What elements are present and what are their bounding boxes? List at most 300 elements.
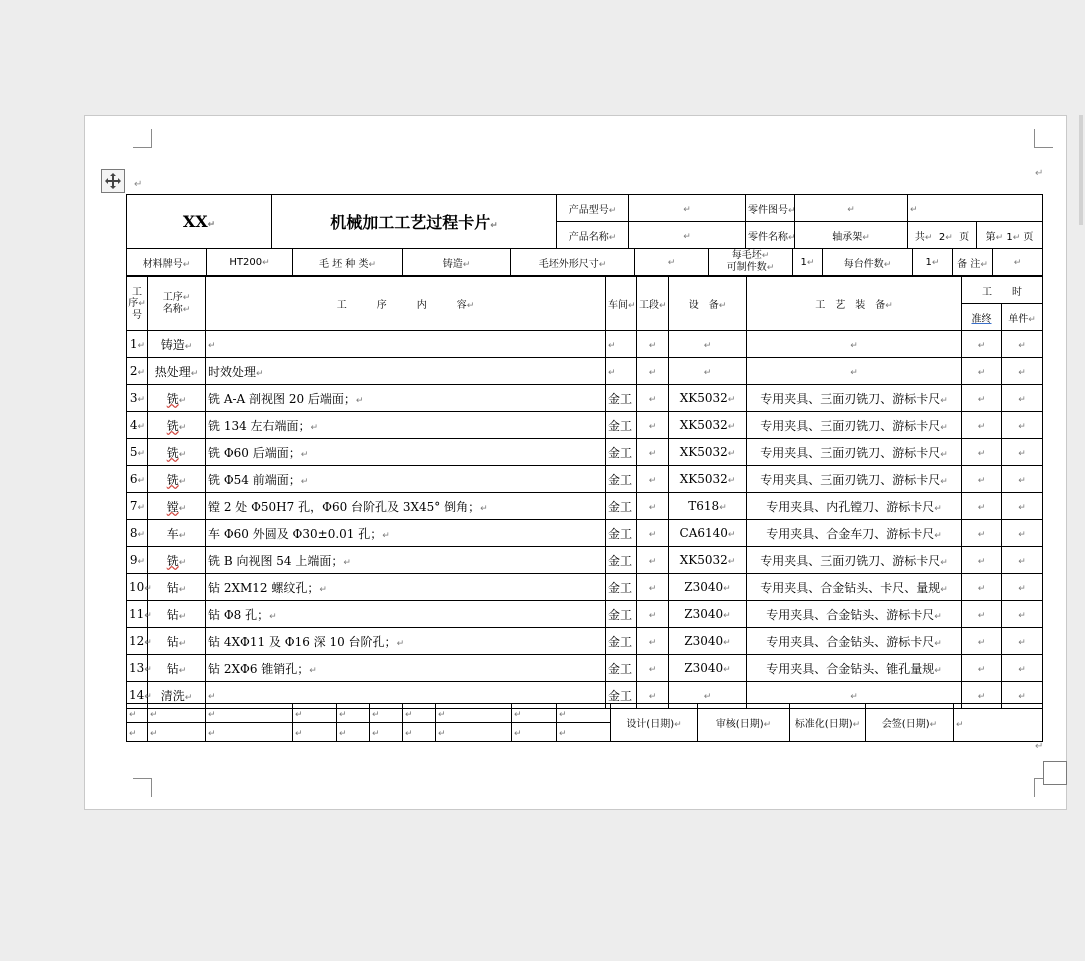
op-number[interactable]	[127, 493, 148, 520]
op-tooling[interactable]	[747, 439, 962, 466]
part-drawing-no-value[interactable]: ↵	[795, 195, 908, 222]
paragraph-mark: ↵	[977, 503, 986, 513]
per-unit-label: 每台件数↵	[823, 249, 913, 276]
op-workshop[interactable]	[606, 439, 637, 466]
paragraph-mark: ↵	[648, 638, 657, 648]
paragraph-mark: ↵	[1018, 503, 1026, 513]
paragraph-mark: ↵	[382, 530, 390, 541]
blank-type-value[interactable]: 铸造↵	[403, 249, 511, 276]
table-row	[127, 466, 1043, 493]
signoff-cell[interactable]: ↵	[127, 704, 148, 723]
op-name[interactable]	[148, 385, 206, 412]
op-name[interactable]	[148, 628, 206, 655]
signoff-cell[interactable]: ↵	[148, 723, 206, 742]
op-equipment-text: Z3040	[684, 661, 724, 675]
op-section[interactable]	[637, 439, 669, 466]
op-tooling-text: 专用夹具、三面刃铣刀、游标卡尺	[760, 418, 941, 433]
product-model-value[interactable]: ↵	[629, 195, 746, 222]
op-content-text: 铣 Φ60 后端面；	[208, 445, 301, 460]
op-equipment[interactable]	[669, 520, 747, 547]
paragraph-mark: ↵	[137, 395, 145, 405]
op-workshop-text: 金工	[608, 445, 633, 460]
paragraph-mark: ↵	[1018, 611, 1026, 621]
design-date-label: 设计(日期)↵	[611, 704, 698, 742]
op-content[interactable]	[206, 574, 606, 601]
paragraph-mark: ↵	[727, 557, 736, 567]
op-prep-time[interactable]	[962, 331, 1002, 358]
op-section[interactable]	[637, 331, 669, 358]
paragraph-mark: ↵	[850, 692, 858, 702]
op-content[interactable]	[206, 331, 606, 358]
paragraph-mark: ↵	[648, 584, 657, 594]
table-row	[127, 439, 1043, 466]
op-number-text: 13	[129, 661, 145, 675]
op-number-text: 9	[129, 553, 138, 567]
op-number[interactable]	[127, 385, 148, 412]
op-name[interactable]	[148, 466, 206, 493]
paragraph-mark: ↵	[256, 368, 264, 379]
op-unit-time[interactable]	[1002, 385, 1043, 412]
op-name[interactable]	[148, 655, 206, 682]
paragraph-mark: ↵	[934, 638, 942, 649]
table-row	[127, 412, 1043, 439]
paragraph-mark: ↵	[648, 503, 657, 513]
op-name-text: 清洗	[160, 688, 185, 703]
op-content[interactable]	[206, 601, 606, 628]
paragraph-mark: ↵	[300, 476, 309, 487]
op-equipment[interactable]	[669, 493, 747, 520]
op-unit-time[interactable]	[1002, 439, 1043, 466]
op-equipment-text: CA6140	[679, 526, 728, 540]
paragraph-mark: ↵	[300, 449, 309, 460]
op-name[interactable]	[148, 547, 206, 574]
paragraph-mark: ↵	[269, 611, 277, 622]
signoff-cell[interactable]: ↵	[403, 723, 436, 742]
paragraph-mark: ↵	[940, 476, 948, 487]
paragraph-mark: ↵	[1018, 557, 1026, 567]
paragraph-mark: ↵	[608, 368, 616, 378]
op-equipment-text: Z3040	[684, 607, 724, 621]
paragraph-mark: ↵	[137, 422, 145, 432]
paragraph-mark: ↵	[178, 503, 187, 514]
op-tooling[interactable]	[747, 547, 962, 574]
op-workshop[interactable]	[606, 412, 637, 439]
op-workshop[interactable]	[606, 331, 637, 358]
paragraph-mark: ↵	[703, 341, 712, 351]
op-number[interactable]	[127, 655, 152, 682]
paragraph-mark: ↵	[178, 611, 187, 622]
op-workshop-text: 金工	[608, 418, 633, 433]
op-tooling-text: 专用夹具、合金钻头、卡尺、量规	[760, 580, 941, 595]
op-prep-time[interactable]	[962, 412, 1002, 439]
op-content-text: 铣 B 向视图 54 上端面；	[208, 553, 344, 568]
op-name-text: 铣	[166, 391, 179, 406]
op-number-text: 5	[129, 445, 138, 459]
paragraph-mark: ↵	[1018, 422, 1026, 432]
material-grade-label: 材料牌号↵	[127, 249, 207, 276]
op-equipment[interactable]	[669, 655, 747, 682]
paragraph-mark: ↵	[850, 341, 858, 351]
table-row	[127, 493, 1043, 520]
op-content-text: 钻 4XΦ11 及 Φ16 深 10 台阶孔；	[208, 634, 397, 649]
op-content[interactable]	[206, 493, 606, 520]
op-equipment[interactable]	[669, 601, 747, 628]
op-content[interactable]	[206, 655, 606, 682]
op-name[interactable]	[148, 358, 206, 385]
part-drawing-no-extra[interactable]: ↵	[908, 195, 1043, 222]
op-name-text: 钻	[166, 661, 179, 676]
op-number[interactable]	[127, 331, 148, 358]
op-tooling[interactable]	[747, 358, 962, 385]
paragraph-mark: ↵	[178, 449, 187, 460]
op-number-text: 12	[129, 634, 145, 648]
op-prep-time[interactable]	[962, 358, 1002, 385]
paragraph-mark: ↵	[178, 584, 187, 595]
op-number[interactable]	[127, 574, 152, 601]
op-name[interactable]	[148, 439, 206, 466]
paragraph-mark: ↵	[319, 584, 327, 595]
op-prep-time[interactable]	[962, 493, 1002, 520]
op-tooling[interactable]	[747, 520, 962, 547]
op-equipment[interactable]	[669, 466, 747, 493]
crop-mark-top-right	[1034, 129, 1053, 148]
op-number-text: 1	[129, 337, 138, 351]
signoff-cell[interactable]: ↵	[512, 723, 557, 742]
material-grade-value[interactable]: HT200↵	[207, 249, 293, 276]
op-name[interactable]	[148, 412, 206, 439]
signoff-cell[interactable]: ↵	[436, 704, 512, 723]
signoff-cell[interactable]: ↵	[293, 723, 337, 742]
paragraph-mark: ↵	[977, 665, 986, 675]
op-section[interactable]	[637, 628, 669, 655]
op-section[interactable]	[637, 574, 669, 601]
op-prep-time[interactable]	[962, 628, 1002, 655]
product-name-value[interactable]: ↵	[629, 222, 746, 249]
op-workshop-text: 金工	[608, 580, 633, 595]
op-workshop-text: 金工	[608, 661, 633, 676]
col-prep-header: 准终	[962, 304, 1002, 331]
op-section[interactable]	[637, 385, 669, 412]
op-workshop-text: 金工	[608, 553, 633, 568]
paragraph-mark: ↵	[727, 395, 736, 405]
op-tooling[interactable]	[747, 466, 962, 493]
op-section[interactable]	[637, 655, 669, 682]
op-unit-time[interactable]	[1002, 655, 1043, 682]
op-tooling[interactable]	[747, 574, 962, 601]
paragraph-mark: ↵	[977, 476, 986, 486]
paragraph-mark: ↵	[178, 638, 187, 649]
countersign-date-label: 会签(日期)↵	[866, 704, 954, 742]
op-number[interactable]	[127, 601, 152, 628]
op-workshop[interactable]	[606, 466, 637, 493]
signoff-cell[interactable]: ↵	[512, 704, 557, 723]
op-prep-time[interactable]	[962, 439, 1002, 466]
paragraph-mark: ↵	[1018, 476, 1026, 486]
op-number-text: 11	[129, 607, 145, 621]
op-number[interactable]	[127, 628, 152, 655]
op-unit-time[interactable]	[1002, 493, 1043, 520]
signoff-cell[interactable]: ↵	[557, 704, 611, 723]
op-prep-time[interactable]	[962, 466, 1002, 493]
op-unit-time[interactable]	[1002, 466, 1043, 493]
op-unit-time[interactable]	[1002, 331, 1043, 358]
op-number[interactable]	[127, 412, 148, 439]
op-section[interactable]	[637, 412, 669, 439]
op-prep-time[interactable]	[962, 655, 1002, 682]
signoff-cell[interactable]: ↵	[206, 723, 293, 742]
op-number[interactable]	[127, 439, 148, 466]
op-equipment[interactable]	[669, 358, 747, 385]
op-workshop-text: 金工	[608, 634, 633, 649]
op-tooling-text: 专用夹具、合金钻头、游标卡尺	[766, 634, 935, 649]
paragraph-mark: ↵	[703, 692, 712, 702]
op-workshop-text: 金工	[608, 391, 633, 406]
op-workshop[interactable]	[606, 520, 637, 547]
op-equipment[interactable]	[669, 331, 747, 358]
paragraph-mark: ↵	[1018, 395, 1026, 405]
op-section[interactable]	[637, 520, 669, 547]
op-name-text: 热处理	[154, 364, 191, 379]
op-equipment-text: XK5032	[679, 418, 728, 432]
op-content[interactable]	[206, 439, 606, 466]
scrollbar-thumb[interactable]	[1079, 115, 1083, 225]
paragraph-mark: ↵	[940, 584, 948, 595]
paragraph-mark: ↵	[940, 395, 948, 406]
signoff-cell[interactable]: ↵	[206, 704, 293, 723]
op-content[interactable]	[206, 466, 606, 493]
paragraph-mark: ↵	[648, 368, 657, 378]
paragraph-mark: ↵	[850, 368, 858, 378]
blank-size-label: 毛坯外形尺寸↵	[511, 249, 635, 276]
table-row	[127, 574, 1043, 601]
note-label: 备 注↵	[953, 249, 993, 276]
paragraph-mark: ↵	[1035, 741, 1044, 752]
op-content[interactable]	[206, 358, 606, 385]
op-equipment[interactable]	[669, 628, 747, 655]
op-number-text: 8	[129, 526, 138, 540]
op-content[interactable]	[206, 412, 606, 439]
op-tooling-text: 专用夹具、合金钻头、游标卡尺	[766, 607, 935, 622]
op-unit-time[interactable]	[1002, 358, 1043, 385]
op-tooling-text: 专用夹具、三面刃铣刀、游标卡尺	[760, 553, 941, 568]
op-tooling[interactable]	[747, 385, 962, 412]
move-arrows-icon[interactable]	[101, 169, 125, 193]
paragraph-mark: ↵	[1018, 530, 1026, 540]
part-name-value[interactable]: 轴承架↵	[795, 222, 908, 249]
paragraph-mark: ↵	[144, 638, 152, 648]
signoff-cell[interactable]: ↵	[293, 704, 337, 723]
per-blank-value[interactable]: 1↵	[793, 249, 823, 276]
op-equipment-text: Z3040	[684, 580, 724, 594]
op-number[interactable]	[127, 520, 148, 547]
op-workshop[interactable]	[606, 493, 637, 520]
crop-mark-bottom-left	[133, 778, 152, 797]
op-workshop[interactable]	[606, 574, 637, 601]
op-equipment[interactable]	[669, 547, 747, 574]
paragraph-mark: ↵	[608, 341, 616, 351]
paragraph-mark: ↵	[940, 557, 948, 568]
product-name-label: 产品名称↵	[557, 222, 629, 249]
paragraph-mark: ↵	[137, 530, 145, 540]
op-workshop[interactable]	[606, 358, 637, 385]
op-name-text: 钻	[166, 580, 179, 595]
op-tooling[interactable]	[747, 493, 962, 520]
op-equipment[interactable]	[669, 385, 747, 412]
col-workshop-header: 车间↵	[606, 277, 637, 331]
op-prep-time[interactable]	[962, 574, 1002, 601]
signoff-cell[interactable]: ↵	[148, 704, 206, 723]
per-unit-value[interactable]: 1↵	[913, 249, 953, 276]
signoff-cell[interactable]: ↵	[127, 723, 148, 742]
paragraph-mark: ↵	[137, 557, 145, 567]
paragraph-mark: ↵	[648, 557, 657, 567]
col-unit-header: 单件↵	[1002, 304, 1043, 331]
signoff-cell[interactable]: ↵	[370, 704, 403, 723]
signoff-cell[interactable]: ↵	[557, 723, 611, 742]
op-workshop[interactable]	[606, 385, 637, 412]
paragraph-mark: ↵	[719, 503, 727, 513]
op-prep-time[interactable]	[962, 520, 1002, 547]
paragraph-mark: ↵	[144, 611, 152, 621]
op-section[interactable]	[637, 358, 669, 385]
paragraph-mark: ↵	[648, 341, 657, 351]
op-tooling[interactable]	[747, 412, 962, 439]
signoff-cell[interactable]: ↵	[954, 704, 1043, 742]
op-tooling-text: 专用夹具、三面刃铣刀、游标卡尺	[760, 472, 941, 487]
op-workshop-text: 金工	[608, 472, 633, 487]
signoff-cell[interactable]: ↵	[436, 723, 512, 742]
op-content[interactable]	[206, 628, 606, 655]
op-number[interactable]	[127, 547, 148, 574]
op-equipment[interactable]	[669, 412, 747, 439]
note-value[interactable]: ↵	[993, 249, 1043, 276]
paragraph-mark: ↵	[190, 368, 199, 379]
op-content-text: 时效处理	[208, 364, 257, 379]
signoff-cell[interactable]: ↵	[403, 704, 436, 723]
col-tooling-header: 工 艺 装 备↵	[747, 277, 962, 331]
op-prep-time[interactable]	[962, 601, 1002, 628]
op-name[interactable]	[148, 574, 206, 601]
op-content[interactable]	[206, 385, 606, 412]
paragraph-mark: ↵	[703, 368, 712, 378]
op-workshop[interactable]	[606, 628, 637, 655]
paragraph-mark: ↵	[727, 449, 736, 459]
paragraph-mark: ↵	[977, 557, 986, 567]
paragraph-mark: ↵	[723, 638, 731, 648]
op-name[interactable]	[148, 601, 206, 628]
col-seq-header: 工 序↵ 号	[127, 277, 148, 331]
op-tooling-text: 专用夹具、三面刃铣刀、游标卡尺	[760, 391, 941, 406]
col-equipment-header: 设 备↵	[669, 277, 747, 331]
paragraph-mark: ↵	[648, 611, 657, 621]
op-number[interactable]	[127, 466, 148, 493]
paragraph-mark: ↵	[137, 476, 145, 486]
op-content[interactable]	[206, 520, 606, 547]
paragraph-mark: ↵	[648, 692, 657, 702]
op-section[interactable]	[637, 547, 669, 574]
op-unit-time[interactable]	[1002, 547, 1043, 574]
op-unit-time[interactable]	[1002, 628, 1043, 655]
op-content[interactable]	[206, 547, 606, 574]
resize-square-icon[interactable]	[1043, 761, 1067, 785]
paragraph-mark: ↵	[648, 530, 657, 540]
op-tooling[interactable]	[747, 331, 962, 358]
blank-type-label: 毛 坯 种 类↵	[293, 249, 403, 276]
table-row	[127, 331, 1043, 358]
paragraph-mark: ↵	[184, 692, 193, 703]
blank-size-value[interactable]: ↵	[635, 249, 709, 276]
op-equipment[interactable]	[669, 574, 747, 601]
col-content-header: 工 序 内 容↵	[206, 277, 606, 331]
paragraph-mark: ↵	[343, 557, 351, 568]
op-tooling-text: 专用夹具、合金车刀、游标卡尺	[766, 526, 935, 541]
paragraph-mark: ↵	[934, 665, 942, 676]
op-name[interactable]	[148, 493, 206, 520]
op-section[interactable]	[637, 601, 669, 628]
op-workshop-text: 金工	[608, 526, 633, 541]
op-workshop-text: 金工	[608, 688, 633, 703]
op-section[interactable]	[637, 493, 669, 520]
op-number-text: 10	[129, 580, 145, 594]
op-unit-time[interactable]	[1002, 520, 1043, 547]
paragraph-mark: ↵	[934, 503, 942, 514]
op-content-text: 钻 2XM12 螺纹孔；	[208, 580, 320, 595]
paragraph-mark: ↵	[727, 422, 736, 432]
crop-mark-top-left	[133, 129, 152, 148]
table-row	[127, 358, 1043, 385]
op-workshop[interactable]	[606, 655, 637, 682]
op-name-text: 钻	[166, 634, 179, 649]
per-blank-label: 每毛坯↵ 可制件数↵	[709, 249, 793, 276]
paragraph-mark: ↵	[1035, 168, 1044, 179]
signoff-cell[interactable]: ↵	[337, 723, 370, 742]
table-row	[127, 655, 1043, 682]
op-name[interactable]	[148, 331, 206, 358]
op-prep-time[interactable]	[962, 547, 1002, 574]
op-unit-time[interactable]	[1002, 574, 1043, 601]
op-content-text: 车 Φ60 外圆及 Φ30±0.01 孔；	[208, 526, 383, 541]
paragraph-mark: ↵	[134, 179, 143, 190]
op-tooling[interactable]	[747, 601, 962, 628]
signoff-cell[interactable]: ↵	[337, 704, 370, 723]
signoff-cell[interactable]: ↵	[370, 723, 403, 742]
paragraph-mark: ↵	[1018, 368, 1026, 378]
op-workshop[interactable]	[606, 547, 637, 574]
paragraph-mark: ↵	[977, 341, 986, 351]
op-name[interactable]	[148, 520, 206, 547]
op-equipment-text: XK5032	[679, 391, 728, 405]
op-equipment-text: Z3040	[684, 634, 724, 648]
paragraph-mark: ↵	[178, 476, 187, 487]
document-page	[84, 115, 1067, 810]
op-workshop[interactable]	[606, 601, 637, 628]
paragraph-mark: ↵	[137, 503, 145, 513]
op-equipment[interactable]	[669, 439, 747, 466]
op-unit-time[interactable]	[1002, 601, 1043, 628]
col-time-header: 工 时	[962, 277, 1043, 304]
op-tooling[interactable]	[747, 655, 962, 682]
op-prep-time[interactable]	[962, 385, 1002, 412]
op-tooling[interactable]	[747, 628, 962, 655]
op-unit-time[interactable]	[1002, 412, 1043, 439]
op-name-text: 铸造	[160, 337, 185, 352]
op-section[interactable]	[637, 466, 669, 493]
paragraph-mark: ↵	[934, 611, 942, 622]
op-equipment-text: XK5032	[679, 445, 728, 459]
op-tooling-text: 专用夹具、三面刃铣刀、游标卡尺	[760, 445, 941, 460]
op-number[interactable]	[127, 358, 148, 385]
paragraph-mark: ↵	[977, 368, 986, 378]
